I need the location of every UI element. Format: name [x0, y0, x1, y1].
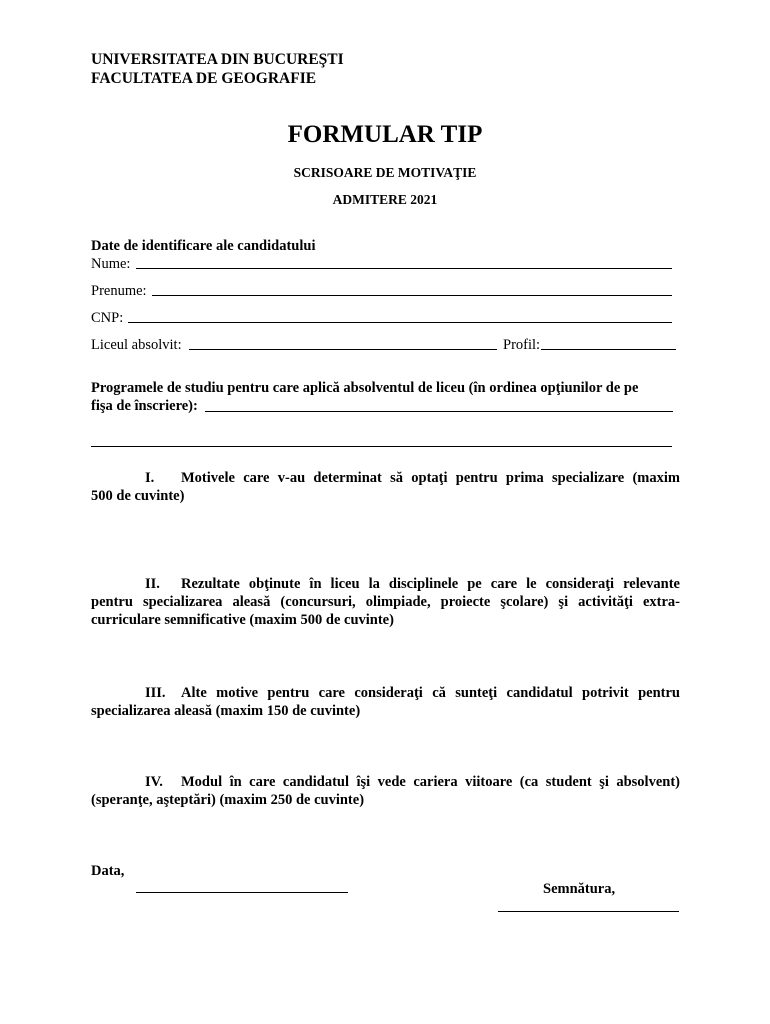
- section-4-rest: (speranţe, aşteptări) (maxim 250 de cuvinte): [91, 792, 365, 808]
- section-1-number: I.: [145, 470, 155, 486]
- prenume-label: Prenume:: [91, 283, 147, 299]
- liceu-field[interactable]: [189, 349, 497, 350]
- section-4: [91, 773, 680, 809]
- section-3: [91, 684, 680, 720]
- signature-field[interactable]: [498, 911, 679, 912]
- section-4-line1: Modul în care candidatul îşi vede cariera viitoare (ca student şi absolvent): [181, 774, 680, 790]
- section-3-line1: Alte motive pentru care consideraţi că sunteţi candidatul potrivit pentru: [181, 685, 680, 701]
- section-3-rest: specializarea aleasă (maxim 150 de cuvinte): [91, 703, 361, 719]
- profil-field[interactable]: [541, 349, 676, 350]
- cnp-field[interactable]: [128, 322, 672, 323]
- identification-heading: Date de identificare ale candidatului: [91, 238, 316, 254]
- date-field[interactable]: [136, 892, 348, 893]
- cnp-label: CNP:: [91, 310, 124, 326]
- programs-text-line1: Programele de studiu pentru care aplică absolventul de liceu (în ordinea opţiunilor de pe: [91, 380, 639, 396]
- faculty-name: FACULTATEA DE GEOGRAFIE: [91, 70, 317, 87]
- programs-field-line2[interactable]: [91, 446, 672, 447]
- nume-label: Nume:: [91, 256, 131, 272]
- section-2: [91, 575, 680, 629]
- page-title: FORMULAR TIP: [287, 121, 483, 148]
- document-header: [91, 50, 344, 88]
- liceu-label: Liceul absolvit:: [91, 337, 182, 353]
- profil-label: Profil:: [503, 337, 541, 353]
- section-2-line1: Rezultate obţinute în liceu la disciplinele pe care le consideraţi relevante: [181, 576, 680, 592]
- section-4-number: IV.: [145, 774, 163, 790]
- section-3-number: III.: [145, 685, 166, 701]
- date-label: Data,: [91, 863, 125, 879]
- page-subtitle: SCRISOARE DE MOTIVAŢIE: [293, 165, 477, 180]
- signature-label: Semnătura,: [543, 881, 616, 897]
- section-1: [91, 469, 680, 505]
- section-1-line1: Motivele care v-au determinat să optaţi pentru prima specializare (maxim: [181, 470, 680, 486]
- programs-text-line2: fişa de înscriere):: [91, 398, 198, 414]
- university-name: UNIVERSITATEA DIN BUCUREŞTI: [91, 51, 344, 68]
- programs-field-line1[interactable]: [205, 411, 673, 412]
- section-2-rest: pentru specializarea aleasă (concursuri, olimpiade, proiecte şcolare) şi activităţi extra-curriculare semnificative (maxim 500 de cuvinte): [91, 594, 680, 628]
- prenume-field[interactable]: [152, 295, 672, 296]
- admission-year: ADMITERE 2021: [332, 192, 438, 207]
- section-1-rest: 500 de cuvinte): [91, 488, 185, 504]
- section-2-number: II.: [145, 576, 160, 592]
- nume-field[interactable]: [136, 268, 672, 269]
